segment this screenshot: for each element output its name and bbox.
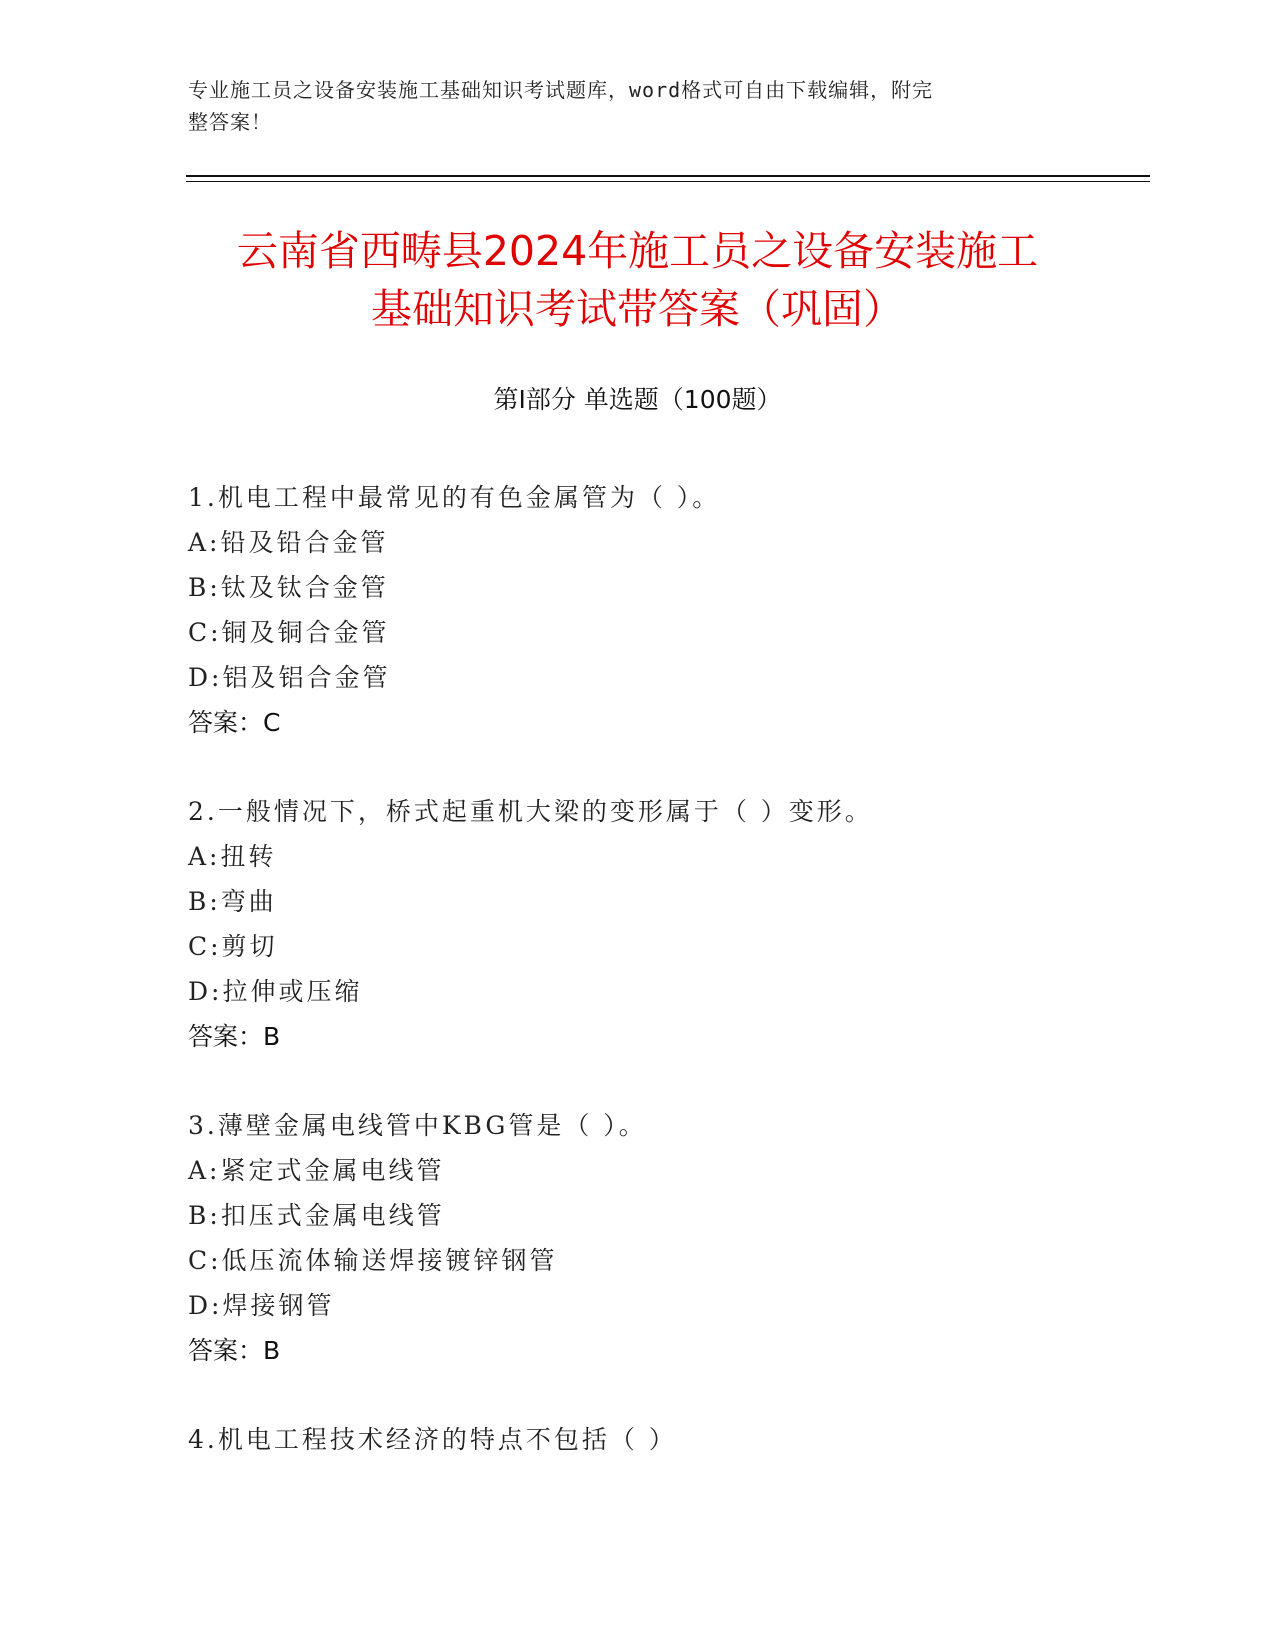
- option-a: A:紧定式金属电线管: [188, 1156, 445, 1185]
- option-a: A:铅及铅合金管: [188, 528, 389, 557]
- option-b: B:弯曲: [188, 887, 277, 916]
- answer: 答案：B: [188, 1022, 281, 1051]
- question-gap: [188, 745, 1168, 789]
- question-4: [188, 1417, 1168, 1462]
- option-c: C:剪切: [188, 932, 278, 961]
- document-title: [150, 222, 1125, 338]
- option-d: D:铝及铝合金管: [188, 663, 391, 692]
- header-note-line1: 专业施工员之设备安装施工基础知识考试题库，word格式可自由下载编辑，附完: [188, 78, 934, 102]
- question-stem: 2.一般情况下，桥式起重机大梁的变形属于（ ）变形。: [188, 797, 873, 826]
- question-1: [188, 475, 1168, 745]
- header-divider-thick: [186, 175, 1150, 177]
- section-title: 第Ⅰ部分 单选题（100题）: [493, 385, 782, 414]
- question-stem: 1.机电工程中最常见的有色金属管为（ ）。: [188, 483, 721, 512]
- question-stem: 4.机电工程技术经济的特点不包括（ ）: [188, 1425, 677, 1454]
- question-3: [188, 1103, 1168, 1373]
- question-list: [188, 475, 1168, 1462]
- document-title-line1: 云南省西畴县2024年施工员之设备安装施工: [236, 227, 1039, 275]
- question-gap: [188, 1373, 1168, 1417]
- option-b: B:扣压式金属电线管: [188, 1201, 445, 1230]
- option-d: D:拉伸或压缩: [188, 977, 363, 1006]
- option-c: C:低压流体输送焊接镀锌钢管: [188, 1246, 558, 1275]
- question-2: [188, 789, 1168, 1059]
- document-title-line2: 基础知识考试带答案（巩固）: [371, 285, 904, 333]
- option-a: A:扭转: [188, 842, 277, 871]
- option-d: D:焊接钢管: [188, 1291, 335, 1320]
- answer: 答案：B: [188, 1336, 281, 1365]
- header-divider-thin: [186, 181, 1150, 182]
- option-b: B:钛及钛合金管: [188, 573, 389, 602]
- question-stem: 3.薄壁金属电线管中KBG管是（ ）。: [188, 1111, 647, 1140]
- option-c: C:铜及铜合金管: [188, 618, 390, 647]
- header-note: [188, 74, 1068, 138]
- header-note-line2: 整答案！: [188, 110, 272, 134]
- question-gap: [188, 1059, 1168, 1103]
- answer: 答案：C: [188, 708, 281, 737]
